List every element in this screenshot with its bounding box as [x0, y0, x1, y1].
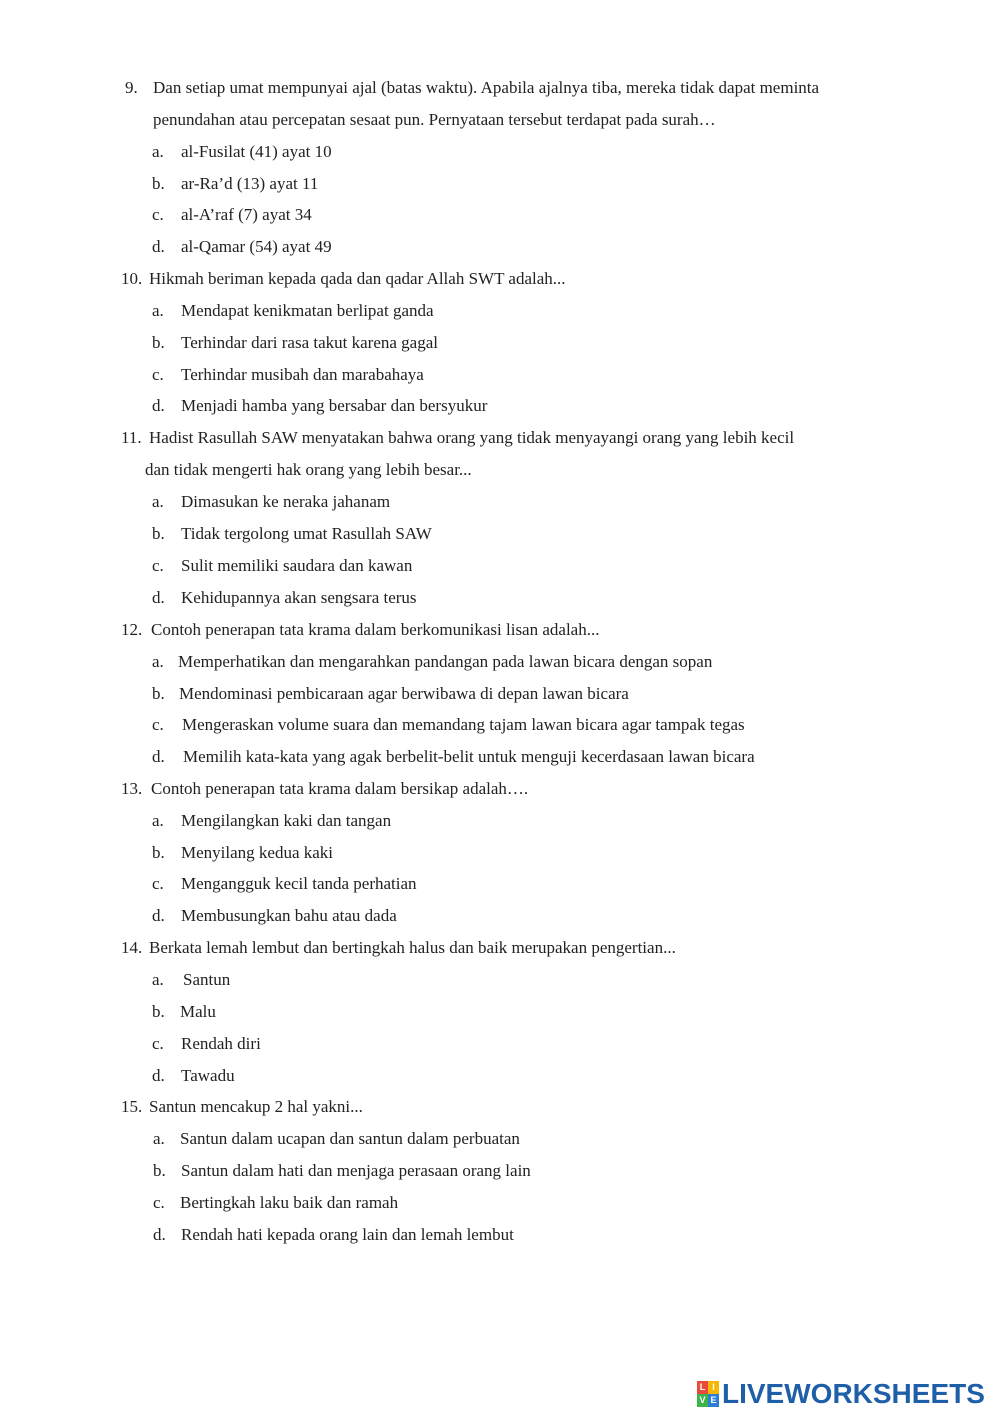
option-text: Bertingkah laku baik dan ramah [180, 1193, 399, 1212]
option-letter: a. [152, 492, 164, 511]
option-text: al-Fusilat (41) ayat 10 [181, 142, 332, 161]
option-letter: d. [152, 237, 165, 256]
option-text: Santun dalam ucapan dan santun dalam perbuatan [180, 1129, 520, 1148]
option-text: Dimasukan ke neraka jahanam [181, 492, 391, 511]
option-letter: c. [153, 1193, 165, 1212]
option-letter: a. [152, 142, 164, 161]
question-text: dan tidak mengerti hak orang yang lebih besar... [145, 460, 472, 479]
option-letter: d. [152, 396, 165, 415]
question-text: Contoh penerapan tata krama dalam bersikap adalah…. [151, 779, 529, 798]
option-letter: b. [152, 684, 165, 703]
option-letter: c. [152, 556, 164, 575]
option-text: al-Qamar (54) ayat 49 [181, 237, 332, 256]
option-text: Malu [180, 1002, 216, 1021]
option-letter: c. [152, 1034, 164, 1053]
option-letter: b. [152, 174, 165, 193]
option-letter: a. [152, 652, 164, 671]
option-text: Memperhatikan dan mengarahkan pandangan pada lawan bicara dengan sopan [178, 652, 713, 671]
question-text: Hikmah beriman kepada qada dan qadar Allah SWT adalah... [149, 269, 566, 288]
option-letter: c. [152, 874, 164, 893]
liveworksheets-wordmark: LIVEWORKSHEETS [722, 1378, 985, 1409]
option-letter: c. [152, 205, 164, 224]
option-text: Rendah hati kepada orang lain dan lemah lembut [181, 1225, 514, 1244]
option-text: Membusungkan bahu atau dada [181, 906, 397, 925]
option-letter: d. [152, 1066, 165, 1085]
question-text: Contoh penerapan tata krama dalam berkomunikasi lisan adalah... [151, 620, 600, 639]
question-text: Dan setiap umat mempunyai ajal (batas waktu). Apabila ajalnya tiba, mereka tidak dapat meminta [153, 78, 820, 97]
icon-tile-e: E [708, 1394, 719, 1407]
option-text: Rendah diri [181, 1034, 261, 1053]
question-text: Santun mencakup 2 hal yakni... [149, 1097, 363, 1116]
question-number: 13. [121, 779, 143, 798]
option-letter: d. [152, 747, 165, 766]
option-letter: a. [152, 970, 164, 989]
option-letter: d. [152, 588, 165, 607]
question-text: Hadist Rasullah SAW menyatakan bahwa orang yang tidak menyayangi orang yang lebih kecil [149, 428, 795, 447]
option-text: Santun [183, 970, 231, 989]
question-number: 12. [121, 620, 143, 639]
option-letter: b. [152, 333, 165, 352]
option-text: Terhindar dari rasa takut karena gagal [181, 333, 438, 352]
question-number: 14. [121, 938, 143, 957]
question-number: 15. [121, 1097, 143, 1116]
option-text: ar-Ra’d (13) ayat 11 [181, 174, 319, 193]
option-letter: b. [153, 1161, 166, 1180]
icon-tile-l: L [697, 1381, 708, 1394]
option-text: Tidak tergolong umat Rasullah SAW [181, 524, 432, 543]
option-text: Menyilang kedua kaki [181, 843, 334, 862]
option-text: Menjadi hamba yang bersabar dan bersyukur [181, 396, 488, 415]
option-text: Memilih kata-kata yang agak berbelit-belit untuk menguji kecerdasaan lawan bicara [183, 747, 755, 766]
question-text: penundahan atau percepatan sesaat pun. Pernyataan tersebut terdapat pada surah… [153, 110, 716, 129]
option-text: Santun dalam hati dan menjaga perasaan orang lain [181, 1161, 531, 1180]
option-letter: d. [152, 906, 165, 925]
option-text: Mendapat kenikmatan berlipat ganda [181, 301, 434, 320]
option-letter: b. [152, 1002, 165, 1021]
option-text: Tawadu [181, 1066, 235, 1085]
option-letter: a. [152, 301, 164, 320]
option-letter: a. [152, 811, 164, 830]
option-letter: c. [152, 715, 164, 734]
question-number: 10. [121, 269, 143, 288]
question-number: 9. [125, 78, 138, 97]
option-letter: b. [152, 843, 165, 862]
option-letter: a. [153, 1129, 165, 1148]
option-text: Mendominasi pembicaraan agar berwibawa di depan lawan bicara [179, 684, 629, 703]
option-text: Mengilangkan kaki dan tangan [181, 811, 392, 830]
icon-tile-v: V [697, 1394, 708, 1407]
question-number: 11. [121, 428, 142, 447]
option-letter: d. [153, 1225, 166, 1244]
option-letter: b. [152, 524, 165, 543]
liveworksheets-icon [697, 1381, 719, 1407]
option-text: al-A’raf (7) ayat 34 [181, 205, 312, 224]
option-text: Terhindar musibah dan marabahaya [181, 365, 424, 384]
icon-tile-i: I [708, 1381, 719, 1394]
option-text: Mengangguk kecil tanda perhatian [181, 874, 417, 893]
option-text: Sulit memiliki saudara dan kawan [181, 556, 413, 575]
liveworksheets-logo [697, 1377, 985, 1411]
option-text: Mengeraskan volume suara dan memandang tajam lawan bicara agar tampak tegas [182, 715, 745, 734]
question-text: Berkata lemah lembut dan bertingkah halus dan baik merupakan pengertian... [149, 938, 676, 957]
option-text: Kehidupannya akan sengsara terus [181, 588, 417, 607]
option-letter: c. [152, 365, 164, 384]
